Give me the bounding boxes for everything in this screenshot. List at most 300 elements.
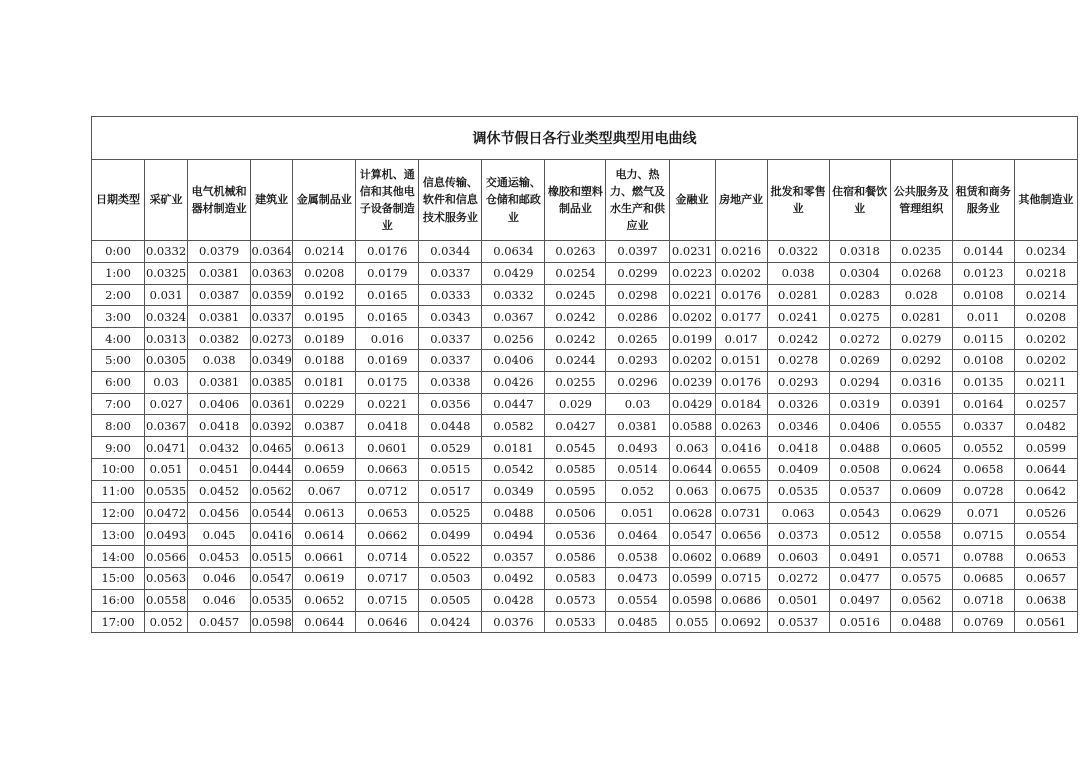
- value-cell: 0.0257: [1014, 393, 1077, 415]
- value-cell: 0.0571: [890, 546, 952, 568]
- column-header: 租赁和商务服务业: [952, 160, 1014, 241]
- value-cell: 0.0575: [890, 567, 952, 589]
- value-cell: 0.0281: [890, 306, 952, 328]
- value-cell: 0.0601: [356, 437, 419, 459]
- value-cell: 0.0573: [545, 589, 606, 611]
- table-row: [92, 458, 1078, 480]
- value-cell: 0.0361: [251, 393, 293, 415]
- value-cell: 0.0108: [952, 349, 1014, 371]
- value-cell: 0.0239: [669, 371, 715, 393]
- value-cell: 0.0229: [293, 393, 356, 415]
- value-cell: 0.0272: [829, 328, 890, 350]
- value-cell: 0.0211: [1014, 371, 1077, 393]
- value-cell: 0.0545: [545, 437, 606, 459]
- column-header: 采矿业: [145, 160, 188, 241]
- value-cell: 0.0397: [606, 241, 669, 263]
- value-cell: 0.0304: [829, 262, 890, 284]
- value-cell: 0.0536: [545, 524, 606, 546]
- value-cell: 0.0199: [669, 328, 715, 350]
- value-cell: 0.0214: [293, 241, 356, 263]
- value-cell: 0.0613: [293, 437, 356, 459]
- time-cell: 15:00: [92, 567, 145, 589]
- value-cell: 0.0501: [767, 589, 829, 611]
- value-cell: 0.0123: [952, 262, 1014, 284]
- value-cell: 0.0658: [952, 458, 1014, 480]
- column-header: 房地产业: [715, 160, 767, 241]
- value-cell: 0.0273: [251, 328, 293, 350]
- value-cell: 0.0218: [1014, 262, 1077, 284]
- value-cell: 0.0562: [890, 589, 952, 611]
- value-cell: 0.0231: [669, 241, 715, 263]
- value-cell: 0.0505: [419, 589, 482, 611]
- value-cell: 0.0653: [1014, 546, 1077, 568]
- value-cell: 0.0294: [829, 371, 890, 393]
- value-cell: 0.0332: [145, 241, 188, 263]
- value-cell: 0.0356: [419, 393, 482, 415]
- value-cell: 0.0598: [251, 611, 293, 633]
- value-cell: 0.063: [669, 437, 715, 459]
- time-cell: 11:00: [92, 480, 145, 502]
- value-cell: 0.0292: [890, 349, 952, 371]
- value-cell: 0.0448: [419, 415, 482, 437]
- value-cell: 0.0242: [767, 328, 829, 350]
- value-cell: 0.03: [145, 371, 188, 393]
- value-cell: 0.0381: [188, 262, 251, 284]
- value-cell: 0.0655: [715, 458, 767, 480]
- value-cell: 0.0293: [767, 371, 829, 393]
- value-cell: 0.0223: [669, 262, 715, 284]
- value-cell: 0.0613: [293, 502, 356, 524]
- table-row: [92, 328, 1078, 350]
- value-cell: 0.0598: [669, 589, 715, 611]
- value-cell: 0.0216: [715, 241, 767, 263]
- value-cell: 0.0473: [606, 567, 669, 589]
- value-cell: 0.0464: [606, 524, 669, 546]
- value-cell: 0.0652: [293, 589, 356, 611]
- value-cell: 0.0728: [952, 480, 1014, 502]
- value-cell: 0.0202: [1014, 349, 1077, 371]
- value-cell: 0.0367: [482, 306, 545, 328]
- value-cell: 0.0337: [952, 415, 1014, 437]
- value-cell: 0.0638: [1014, 589, 1077, 611]
- value-cell: 0.038: [767, 262, 829, 284]
- value-cell: 0.0208: [293, 262, 356, 284]
- table-row: [92, 371, 1078, 393]
- value-cell: 0.0409: [767, 458, 829, 480]
- value-cell: 0.0516: [829, 611, 890, 633]
- value-cell: 0.0406: [829, 415, 890, 437]
- value-cell: 0.055: [669, 611, 715, 633]
- value-cell: 0.0718: [952, 589, 1014, 611]
- value-cell: 0.0359: [251, 284, 293, 306]
- value-cell: 0.0561: [1014, 611, 1077, 633]
- value-cell: 0.0165: [356, 284, 419, 306]
- value-cell: 0.0333: [419, 284, 482, 306]
- value-cell: 0.0646: [356, 611, 419, 633]
- value-cell: 0.0491: [829, 546, 890, 568]
- value-cell: 0.0263: [545, 241, 606, 263]
- column-header: 金融业: [669, 160, 715, 241]
- value-cell: 0.0456: [188, 502, 251, 524]
- value-cell: 0.0525: [419, 502, 482, 524]
- value-cell: 0.0653: [356, 502, 419, 524]
- value-cell: 0.0535: [251, 589, 293, 611]
- value-cell: 0.0424: [419, 611, 482, 633]
- value-cell: 0.0614: [293, 524, 356, 546]
- value-cell: 0.0108: [952, 284, 1014, 306]
- value-cell: 0.0488: [890, 611, 952, 633]
- value-cell: 0.0427: [545, 415, 606, 437]
- value-cell: 0.0416: [251, 524, 293, 546]
- table-row: [92, 502, 1078, 524]
- time-cell: 12:00: [92, 502, 145, 524]
- value-cell: 0.0526: [1014, 502, 1077, 524]
- value-cell: 0.0202: [1014, 328, 1077, 350]
- value-cell: 0.0447: [482, 393, 545, 415]
- value-cell: 0.0387: [293, 415, 356, 437]
- value-cell: 0.0202: [715, 262, 767, 284]
- header-row: [92, 160, 1078, 241]
- time-cell: 6:00: [92, 371, 145, 393]
- value-cell: 0.0346: [767, 415, 829, 437]
- value-cell: 0.0263: [715, 415, 767, 437]
- value-cell: 0.0367: [145, 415, 188, 437]
- value-cell: 0.0385: [251, 371, 293, 393]
- value-cell: 0.0202: [669, 306, 715, 328]
- value-cell: 0.0555: [890, 415, 952, 437]
- value-cell: 0.0429: [482, 262, 545, 284]
- value-cell: 0.0391: [890, 393, 952, 415]
- value-cell: 0.0214: [1014, 284, 1077, 306]
- time-cell: 4:00: [92, 328, 145, 350]
- value-cell: 0.0241: [767, 306, 829, 328]
- value-cell: 0.0444: [251, 458, 293, 480]
- value-cell: 0.0465: [251, 437, 293, 459]
- value-cell: 0.0685: [952, 567, 1014, 589]
- value-cell: 0.0583: [545, 567, 606, 589]
- value-cell: 0.0457: [188, 611, 251, 633]
- value-cell: 0.0493: [606, 437, 669, 459]
- value-cell: 0.027: [145, 393, 188, 415]
- value-cell: 0.0675: [715, 480, 767, 502]
- value-cell: 0.0544: [251, 502, 293, 524]
- value-cell: 0.0332: [482, 284, 545, 306]
- value-cell: 0.0281: [767, 284, 829, 306]
- value-cell: 0.0418: [188, 415, 251, 437]
- value-cell: 0.0349: [251, 349, 293, 371]
- value-cell: 0.0357: [482, 546, 545, 568]
- column-header: 其他制造业: [1014, 160, 1077, 241]
- time-cell: 10:00: [92, 458, 145, 480]
- value-cell: 0.0135: [952, 371, 1014, 393]
- value-cell: 0.0379: [188, 241, 251, 263]
- value-cell: 0.0609: [890, 480, 952, 502]
- value-cell: 0.0432: [188, 437, 251, 459]
- value-cell: 0.046: [188, 567, 251, 589]
- value-cell: 0.0582: [482, 415, 545, 437]
- value-cell: 0.0305: [145, 349, 188, 371]
- value-cell: 0.0563: [145, 567, 188, 589]
- value-cell: 0.0268: [890, 262, 952, 284]
- column-header: 电力、热力、燃气及水生产和供应业: [606, 160, 669, 241]
- column-header: 批发和零售业: [767, 160, 829, 241]
- value-cell: 0.0537: [767, 611, 829, 633]
- table-row: [92, 567, 1078, 589]
- value-cell: 0.0493: [145, 524, 188, 546]
- value-cell: 0.0242: [545, 306, 606, 328]
- value-cell: 0.052: [145, 611, 188, 633]
- time-cell: 13:00: [92, 524, 145, 546]
- column-header: 公共服务及管理组织: [890, 160, 952, 241]
- value-cell: 0.0566: [145, 546, 188, 568]
- value-cell: 0.0176: [715, 371, 767, 393]
- value-cell: 0.016: [356, 328, 419, 350]
- value-cell: 0.0392: [251, 415, 293, 437]
- value-cell: 0.0488: [829, 437, 890, 459]
- value-cell: 0.0364: [251, 241, 293, 263]
- value-cell: 0.051: [145, 458, 188, 480]
- value-cell: 0.0244: [545, 349, 606, 371]
- value-cell: 0.0624: [890, 458, 952, 480]
- value-cell: 0.0278: [767, 349, 829, 371]
- table-row: [92, 415, 1078, 437]
- value-cell: 0.0343: [419, 306, 482, 328]
- column-header: 建筑业: [251, 160, 293, 241]
- table-row: [92, 284, 1078, 306]
- value-cell: 0.0337: [251, 306, 293, 328]
- value-cell: 0.0661: [293, 546, 356, 568]
- value-cell: 0.0349: [482, 480, 545, 502]
- time-cell: 2:00: [92, 284, 145, 306]
- value-cell: 0.0387: [188, 284, 251, 306]
- table-row: [92, 241, 1078, 263]
- value-cell: 0.0644: [1014, 458, 1077, 480]
- value-cell: 0.0175: [356, 371, 419, 393]
- value-cell: 0.0179: [356, 262, 419, 284]
- value-cell: 0.0381: [188, 371, 251, 393]
- value-cell: 0.0497: [829, 589, 890, 611]
- value-cell: 0.0715: [356, 589, 419, 611]
- value-cell: 0.0382: [188, 328, 251, 350]
- value-cell: 0.0634: [482, 241, 545, 263]
- value-cell: 0.0599: [1014, 437, 1077, 459]
- value-cell: 0.0406: [188, 393, 251, 415]
- time-cell: 1:00: [92, 262, 145, 284]
- table-title: 调休节假日各行业类型典型用电曲线: [92, 117, 1078, 160]
- value-cell: 0.0769: [952, 611, 1014, 633]
- column-header: 交通运输、仓储和邮政业: [482, 160, 545, 241]
- value-cell: 0.0715: [952, 524, 1014, 546]
- value-cell: 0.0644: [669, 458, 715, 480]
- value-cell: 0.0731: [715, 502, 767, 524]
- value-cell: 0.0452: [188, 480, 251, 502]
- value-cell: 0.0514: [606, 458, 669, 480]
- value-cell: 0.0533: [545, 611, 606, 633]
- column-header: 橡胶和塑料制品业: [545, 160, 606, 241]
- value-cell: 0.0602: [669, 546, 715, 568]
- value-cell: 0.0542: [482, 458, 545, 480]
- value-cell: 0.0176: [715, 284, 767, 306]
- title-row: [92, 117, 1078, 160]
- value-cell: 0.0299: [606, 262, 669, 284]
- value-cell: 0.0338: [419, 371, 482, 393]
- column-header: 金属制品业: [293, 160, 356, 241]
- value-cell: 0.0293: [606, 349, 669, 371]
- value-cell: 0.0552: [952, 437, 1014, 459]
- table-row: [92, 589, 1078, 611]
- value-cell: 0.051: [606, 502, 669, 524]
- time-cell: 17:00: [92, 611, 145, 633]
- value-cell: 0.0503: [419, 567, 482, 589]
- value-cell: 0.0234: [1014, 241, 1077, 263]
- value-cell: 0.0184: [715, 393, 767, 415]
- value-cell: 0.0202: [669, 349, 715, 371]
- value-cell: 0.031: [145, 284, 188, 306]
- time-cell: 14:00: [92, 546, 145, 568]
- value-cell: 0.0363: [251, 262, 293, 284]
- value-cell: 0.028: [890, 284, 952, 306]
- value-cell: 0.0558: [890, 524, 952, 546]
- value-cell: 0.0322: [767, 241, 829, 263]
- time-cell: 5:00: [92, 349, 145, 371]
- value-cell: 0.0558: [145, 589, 188, 611]
- value-cell: 0.038: [188, 349, 251, 371]
- value-cell: 0.0418: [356, 415, 419, 437]
- value-cell: 0.0283: [829, 284, 890, 306]
- value-cell: 0.0522: [419, 546, 482, 568]
- value-cell: 0.0529: [419, 437, 482, 459]
- value-cell: 0.0381: [606, 415, 669, 437]
- value-cell: 0.0656: [715, 524, 767, 546]
- value-cell: 0.0181: [293, 371, 356, 393]
- value-cell: 0.0717: [356, 567, 419, 589]
- value-cell: 0.0373: [767, 524, 829, 546]
- value-cell: 0.0242: [545, 328, 606, 350]
- value-cell: 0.0506: [545, 502, 606, 524]
- column-header-date-type: 日期类型: [92, 160, 145, 241]
- value-cell: 0.0547: [251, 567, 293, 589]
- load-curve-table: [91, 116, 1078, 633]
- value-cell: 0.0192: [293, 284, 356, 306]
- value-cell: 0.0426: [482, 371, 545, 393]
- value-cell: 0.0554: [606, 589, 669, 611]
- value-cell: 0.0337: [419, 349, 482, 371]
- value-cell: 0.0585: [545, 458, 606, 480]
- table-row: [92, 546, 1078, 568]
- value-cell: 0.0543: [829, 502, 890, 524]
- value-cell: 0.0537: [829, 480, 890, 502]
- value-cell: 0.0663: [356, 458, 419, 480]
- value-cell: 0.0235: [890, 241, 952, 263]
- value-cell: 0.0712: [356, 480, 419, 502]
- value-cell: 0.0318: [829, 241, 890, 263]
- value-cell: 0.0492: [482, 567, 545, 589]
- value-cell: 0.0662: [356, 524, 419, 546]
- value-cell: 0.0642: [1014, 480, 1077, 502]
- value-cell: 0.0344: [419, 241, 482, 263]
- value-cell: 0.0692: [715, 611, 767, 633]
- value-cell: 0.0715: [715, 567, 767, 589]
- value-cell: 0.052: [606, 480, 669, 502]
- column-header: 计算机、通信和其他电子设备制造业: [356, 160, 419, 241]
- value-cell: 0.029: [545, 393, 606, 415]
- value-cell: 0.0144: [952, 241, 1014, 263]
- value-cell: 0.011: [952, 306, 1014, 328]
- value-cell: 0.0165: [356, 306, 419, 328]
- table-row: [92, 480, 1078, 502]
- value-cell: 0.0151: [715, 349, 767, 371]
- value-cell: 0.0659: [293, 458, 356, 480]
- value-cell: 0.0337: [419, 328, 482, 350]
- value-cell: 0.0788: [952, 546, 1014, 568]
- value-cell: 0.0471: [145, 437, 188, 459]
- value-cell: 0.0508: [829, 458, 890, 480]
- value-cell: 0.0488: [482, 502, 545, 524]
- value-cell: 0.0319: [829, 393, 890, 415]
- value-cell: 0.0255: [545, 371, 606, 393]
- value-cell: 0.0221: [669, 284, 715, 306]
- value-cell: 0.0195: [293, 306, 356, 328]
- value-cell: 0.0477: [829, 567, 890, 589]
- value-cell: 0.0337: [419, 262, 482, 284]
- value-cell: 0.0176: [356, 241, 419, 263]
- column-header: 住宿和餐饮业: [829, 160, 890, 241]
- value-cell: 0.0286: [606, 306, 669, 328]
- value-cell: 0.0686: [715, 589, 767, 611]
- value-cell: 0.063: [669, 480, 715, 502]
- value-cell: 0.0325: [145, 262, 188, 284]
- value-cell: 0.0515: [419, 458, 482, 480]
- value-cell: 0.0499: [419, 524, 482, 546]
- value-cell: 0.0644: [293, 611, 356, 633]
- value-cell: 0.045: [188, 524, 251, 546]
- value-cell: 0.0588: [669, 415, 715, 437]
- value-cell: 0.0313: [145, 328, 188, 350]
- value-cell: 0.0554: [1014, 524, 1077, 546]
- value-cell: 0.0406: [482, 349, 545, 371]
- table-row: [92, 437, 1078, 459]
- value-cell: 0.0535: [145, 480, 188, 502]
- value-cell: 0.03: [606, 393, 669, 415]
- value-cell: 0.0512: [829, 524, 890, 546]
- value-cell: 0.0453: [188, 546, 251, 568]
- value-cell: 0.0115: [952, 328, 1014, 350]
- value-cell: 0.0547: [669, 524, 715, 546]
- table-row: [92, 262, 1078, 284]
- table-row: [92, 524, 1078, 546]
- value-cell: 0.0428: [482, 589, 545, 611]
- value-cell: 0.067: [293, 480, 356, 502]
- value-cell: 0.0628: [669, 502, 715, 524]
- value-cell: 0.071: [952, 502, 1014, 524]
- value-cell: 0.0535: [767, 480, 829, 502]
- value-cell: 0.0376: [482, 611, 545, 633]
- value-cell: 0.0451: [188, 458, 251, 480]
- value-cell: 0.0188: [293, 349, 356, 371]
- value-cell: 0.0714: [356, 546, 419, 568]
- time-cell: 7:00: [92, 393, 145, 415]
- value-cell: 0.0208: [1014, 306, 1077, 328]
- value-cell: 0.0177: [715, 306, 767, 328]
- value-cell: 0.0429: [669, 393, 715, 415]
- value-cell: 0.0629: [890, 502, 952, 524]
- value-cell: 0.0269: [829, 349, 890, 371]
- value-cell: 0.0482: [1014, 415, 1077, 437]
- value-cell: 0.0181: [482, 437, 545, 459]
- value-cell: 0.017: [715, 328, 767, 350]
- time-cell: 16:00: [92, 589, 145, 611]
- value-cell: 0.063: [767, 502, 829, 524]
